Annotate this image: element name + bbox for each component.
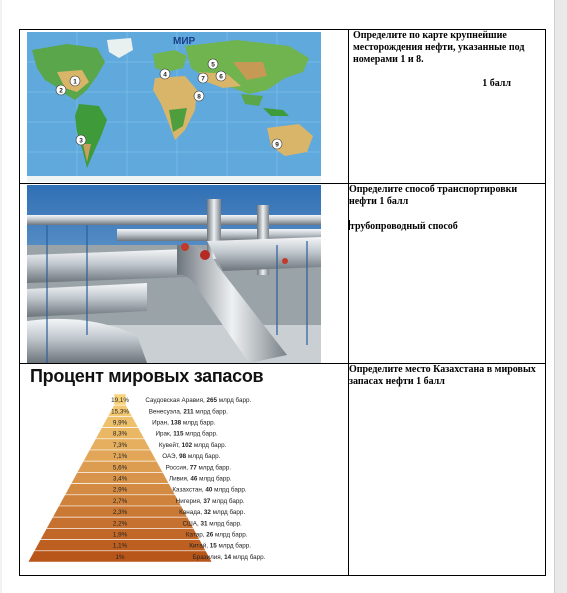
tier-percent: 15,3%: [111, 408, 129, 416]
tier-percent: 1%: [115, 553, 125, 561]
tier-percent: 9,9%: [112, 419, 128, 427]
table-row: [20, 364, 546, 576]
answer-2: [349, 220, 545, 233]
tier-label: Канада, 32 млрд барр.: [179, 509, 246, 517]
tier-percent: 1,1%: [112, 542, 128, 550]
map-marker: [272, 139, 282, 149]
tier-label: США, 31 млрд барр.: [182, 520, 242, 528]
tier-percent: 7,3%: [112, 441, 128, 449]
tier-percent: 8,3%: [112, 430, 128, 438]
world-map: [27, 32, 321, 182]
map-marker: [70, 76, 80, 86]
question-1-score: 1 балл: [482, 78, 511, 89]
pyramid-title: Процент мировых запасов: [30, 366, 264, 386]
map-marker: [194, 91, 204, 101]
tier-percent: 2,2%: [112, 520, 128, 528]
svg-text:7: 7: [201, 75, 205, 83]
tier-label: ОАЭ, 98 млрд барр.: [162, 453, 221, 461]
tier-label: Венесуэла, 211 млрд барр.: [148, 408, 228, 416]
tier-label: Иран, 138 млрд барр.: [152, 419, 216, 427]
tier-percent: 1,9%: [112, 531, 128, 539]
answer-2-text: трубопроводный способ: [349, 221, 458, 232]
map-marker: [198, 73, 208, 83]
map-marker: [160, 69, 170, 79]
map-title: МИР: [173, 36, 196, 47]
tier-label: Бразилия, 14 млрд барр.: [192, 553, 266, 561]
reserves-pyramid: [24, 366, 346, 574]
svg-text:1: 1: [73, 78, 77, 86]
svg-text:4: 4: [163, 71, 167, 79]
table-row: [20, 30, 546, 184]
map-marker: [208, 59, 218, 69]
svg-text:9: 9: [275, 141, 279, 149]
tier-label: Нигерия, 37 млрд барр.: [175, 497, 245, 505]
tier-percent: 3,4%: [112, 475, 128, 483]
map-cell: [20, 30, 349, 184]
pyramid-graphic: [24, 366, 346, 574]
tier-label: Казахстан, 40 млрд барр.: [172, 486, 247, 494]
map-marker: [76, 135, 86, 145]
tier-label: Ирак, 115 млрд барр.: [155, 430, 218, 438]
tier-percent: 5,6%: [112, 464, 128, 472]
question-cell-3: [348, 364, 545, 576]
map-overlay: [27, 32, 321, 182]
svg-text:2: 2: [59, 87, 63, 95]
question-1-text: Определите по карте крупнейшие месторождения нефти, указанные под номерами 1 и 8.: [352, 30, 525, 65]
tier-percent: 19,1%: [111, 397, 129, 405]
tier-percent: 7,1%: [112, 453, 128, 461]
right-margin: [555, 0, 567, 593]
tier-label: Кувейт, 102 млрд барр.: [158, 441, 227, 449]
question-3-text: Определите место Казахстана в мировых запасах нефти 1 балл: [348, 364, 536, 387]
tier-label: Катар, 26 млрд барр.: [185, 531, 248, 539]
svg-text:5: 5: [211, 61, 215, 69]
tier-label: Россия, 77 млрд барр.: [165, 464, 232, 472]
map-marker: [216, 71, 226, 81]
pipes-cell: [20, 184, 349, 364]
question-cell-2: [348, 184, 545, 364]
pyramid-cell: [20, 364, 349, 576]
map-marker: [56, 85, 66, 95]
svg-text:3: 3: [79, 137, 83, 145]
table-row: [20, 184, 546, 364]
svg-text:8: 8: [197, 93, 201, 101]
question-2-text: Определите способ транспортировки нефти 1 балл: [348, 184, 518, 207]
tier-label: Саудовская Аравия, 265 млрд барр.: [145, 397, 252, 405]
svg-text:6: 6: [219, 73, 223, 81]
question-cell-1: [348, 30, 545, 184]
tier-label: Китай, 15 млрд барр.: [189, 542, 252, 550]
tier-percent: 2,3%: [112, 509, 128, 517]
tier-percent: 2,9%: [112, 486, 128, 494]
tier-label: Ливия, 46 млрд барр.: [168, 475, 232, 483]
task-table: [19, 29, 546, 576]
tier-percent: 2,7%: [112, 497, 128, 505]
pipeline-photo: [27, 185, 321, 363]
